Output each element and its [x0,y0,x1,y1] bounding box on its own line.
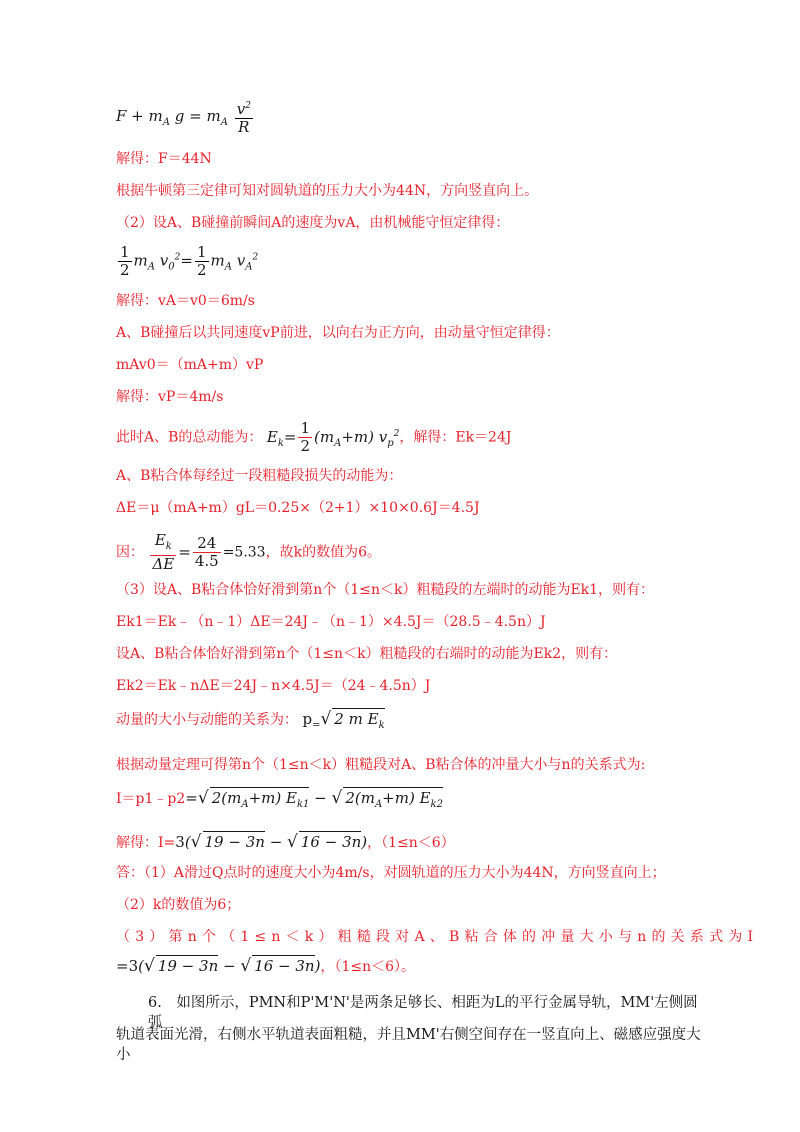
question6-line2: 轨道表面光滑，右侧水平轨道表面粗糙，并且MM'右侧空间存在一竖直向上、磁感应强度大小 [116,1027,701,1063]
solution-force: 解得：F＝44N [116,151,212,167]
answer3-range: ，（1≤n＜6）。 [320,959,416,975]
ratio-fraction: $\frac{E_k}{\Delta E}$ = $\frac{24}{4.5}$ [152,531,219,573]
kinetic-energy-line [116,420,511,455]
impulse-intro: 根据动量定理可得第n个（1≤n＜k）粗糙段对A、B粘合体的冲量大小与n的关系式为: [116,757,646,773]
momentum-intro: A、B碰撞后以共同速度vP前进，以向右为正方向，由动量守恒定律得： [116,325,560,341]
answer-part1: 答：（1）A滑过Q点时的速度大小为4m/s，对圆轨道的压力大小为44N，方向竖直向上； [116,865,666,881]
answer3-formula: =3(√ 19 − 3n − √ 16 − 3n) [116,956,321,976]
equation-force: $F + m_A$ $g = m_A$ $\frac{v^2}{R}$ [116,100,251,136]
p-formula: $p_=√$ 2 m $E_k$ [302,710,384,728]
loss-equation: ΔE＝μ（mA+m）gL＝0.25×（2+1）×10×0.6J＝4.5J [116,500,480,516]
part2-intro: （2）设A、B碰撞前瞬间A的速度为vA，由机械能守恒定律得： [116,215,510,231]
answer-part2: （2）k的数值为6； [116,897,241,913]
solution-impulse [116,831,455,853]
ke-result: ，解得：Ek＝24J [399,429,512,446]
newton-third-law: 根据牛顿第三定律可知对圆轨道的压力大小为44N，方向竖直向上。 [116,183,539,199]
part3-intro: （3）设A、B粘合体恰好滑到第n个（1≤n＜k）粗糙段的左端时的动能为Ek1，则有： [116,582,655,598]
solution-va: 解得：vA＝v0＝6m/s [116,293,255,309]
sol-i-prefix: 解得：I= [116,835,176,851]
ratio-suffix: ，故k的数值为6。 [265,544,381,561]
question6-line1: 6. 如图所示，PMN和P'M'N'是两条足够长、相距为L的平行金属导轨，MM'左侧圆弧 [148,995,698,1031]
answer-part3-continued [116,955,415,977]
ratio-prefix: 因： [116,544,144,561]
impulse-prefix: I＝p1﹣p2 [116,791,186,807]
impulse-line [116,787,443,815]
ratio-value: =5.33 [222,544,266,561]
impulse-formula: =√ $2(m_A+m) E_{k1}$ − √ $2(m_A+m)$ $E_{k2}$ [185,789,443,807]
ke-formula: $E_k=$ $\frac{1}{2}$ $(m_A+m)$ $v_p^2$ [266,419,400,455]
answer-part3: （3）第n个（1≤n＜k）粗糙段对A、B粘合体的冲量大小与n的关系式为I [116,929,759,945]
sol-i-range: ，（1≤n＜6） [367,835,455,851]
sol-i-formula: 3(√ 19 − 3n − √ 16 − 3n) [175,832,368,852]
ek2-equation: Ek2＝Ek﹣nΔE＝24J﹣n×4.5J＝（24﹣4.5n）J [116,678,431,694]
solution-vp: 解得：vP＝4m/s [116,389,224,405]
equation-energy: $\frac{1}{2}$ $m_A$ $v_0^2=$ $\frac{1}{2}$ $m_A$ $v_A^2$ [120,243,259,279]
loss-intro: A、B粘合体每经过一段粗糙段损失的动能为： [116,468,403,484]
p-relation-line [116,708,385,736]
right-end-intro: 设A、B粘合体恰好滑到第n个（1≤n＜k）粗糙段的右端时的动能为Ek2，则有： [116,646,618,662]
p-relation-label: 动量的大小与动能的关系为： [116,712,298,728]
ek1-equation: Ek1＝Ek﹣（n﹣1）ΔE＝24J﹣（n﹣1）×4.5J＝（28.5﹣4.5n）J [116,614,546,630]
ratio-line [116,532,381,573]
momentum-equation: mAv0＝（mA+m）vP [116,357,264,373]
ke-label: 此时A、B的总动能为： [116,429,263,446]
